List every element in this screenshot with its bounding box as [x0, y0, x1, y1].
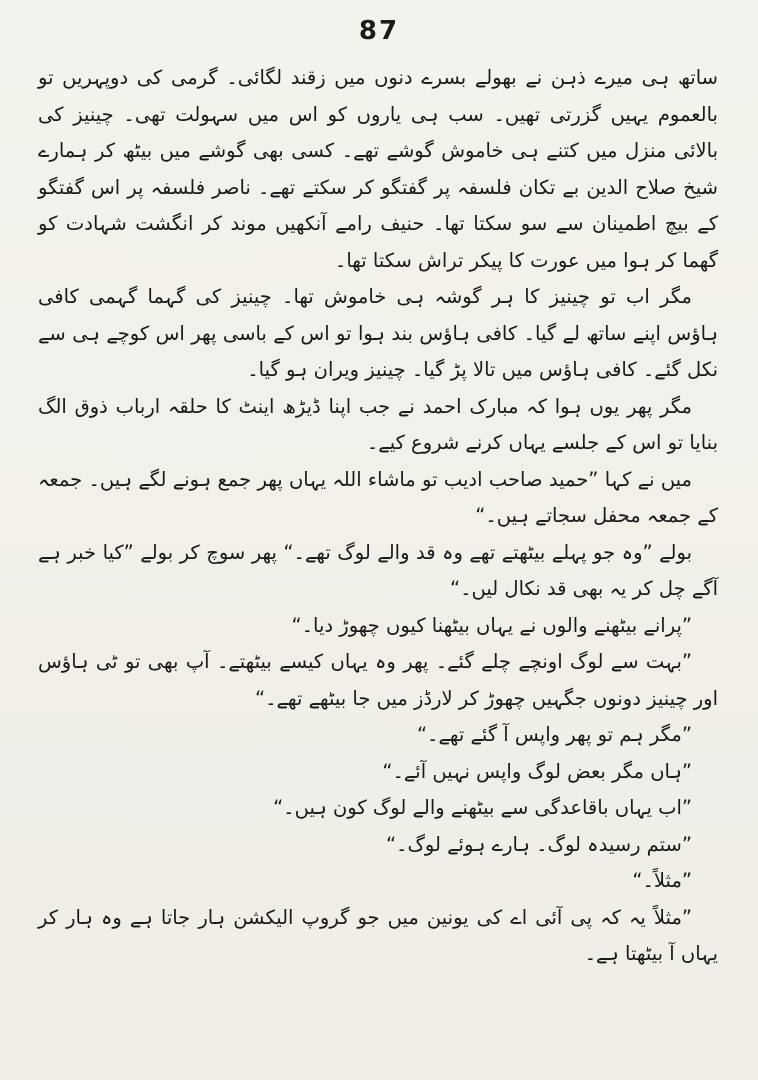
- dialogue-line-2: ”بہت سے لوگ اونچے چلے گئے۔ پھر وہ یہاں کیسے بیٹھتے۔ آپ بھی تو ٹی ہاؤس اور چینیز دونوں جگہیں چھوڑ کر لارڈز میں جا بیٹھے تھے۔“: [38, 650, 718, 710]
- dialogue-line-5: ”اب یہاں باقاعدگی سے بیٹھنے والے لوگ کون ہیں۔“: [273, 796, 692, 819]
- page-body: [38, 60, 718, 973]
- dialogue-line-3: ”مگر ہم تو پھر واپس آ گئے تھے۔“: [416, 723, 692, 746]
- dialogue-line-6: ”ستم رسیدہ لوگ۔ ہارے ہوئے لوگ۔“: [385, 832, 692, 856]
- paragraph-4: میں نے کہا ”حمید صاحب ادیب تو ماشاء اللہ یہاں پھر جمع ہونے لگے ہیں۔ جمعہ کے جمعہ محفل سجاتے ہیں۔“: [38, 467, 718, 527]
- dialogue-line-8: ”مثلاً یہ کہ پی آئی اے کی یونین میں جو گروپ الیکشن ہار جاتا ہے وہ ہار کر یہاں آ بیٹھتا ہے۔: [38, 905, 718, 965]
- dialogue-line-1: ”پرانے بیٹھنے والوں نے یہاں بیٹھنا کیوں چھوڑ دیا۔“: [291, 613, 692, 637]
- paragraph-1: ساتھ ہی میرے ذہن نے بھولے بسرے دنوں میں زقند لگائی۔ گرمی کی دوپہریں تو بالعموم یہیں گزرتی تھیں۔ سب ہی یاروں کو اس میں سہولت تھی۔ چینیز کی بالائی منزل میں کتنے ہی خاموش گوشے تھے۔ کسی بھی گوشے میں بیٹھ کر ہمارے شیخ صلاح الدین بے تکان فلسفہ پر گفتگو کر سکتے تھے۔ ناصر فلسفہ پر اس گفتگو کے بیچ اطمینان سے سو سکتا تھا۔ حنیف رامے آنکھیں موند کر انگشت شہادت کو گھما کر ہوا میں عورت کا پیکر تراش سکتا تھا۔: [38, 66, 718, 272]
- dialogue-line-7: ”مثلاً۔“: [632, 869, 692, 892]
- paragraph-2: مگر اب تو چینیز کا ہر گوشہ ہی خاموش تھا۔ چینیز کی گہما گہمی کافی ہاؤس اپنے ساتھ لے گیا۔ کافی ہاؤس بند ہوا تو اس کے باسی پھر اس کوچے ہی سے نکل گئے۔ کافی ہاؤس میں تالا پڑ گیا۔ چینیز ویران ہو گیا۔: [38, 285, 718, 381]
- paragraph-3: مگر پھر یوں ہوا کہ مبارک احمد نے جب اپنا ڈیڑھ اینٹ کا حلقہ ارباب ذوق الگ بنایا تو اس کے جلسے یہاں کرنے شروع کیے۔: [38, 394, 718, 454]
- page-number: 87: [358, 16, 400, 46]
- paragraph-5: بولے ”وہ جو پہلے بیٹھتے تھے وہ قد والے لوگ تھے۔“ پھر سوچ کر بولے ”کیا خبر ہے آگے چل کر یہ بھی قد نکال لیں۔“: [38, 540, 718, 600]
- dialogue-line-4: ”ہاں مگر بعض لوگ واپس نہیں آئے۔“: [382, 759, 692, 783]
